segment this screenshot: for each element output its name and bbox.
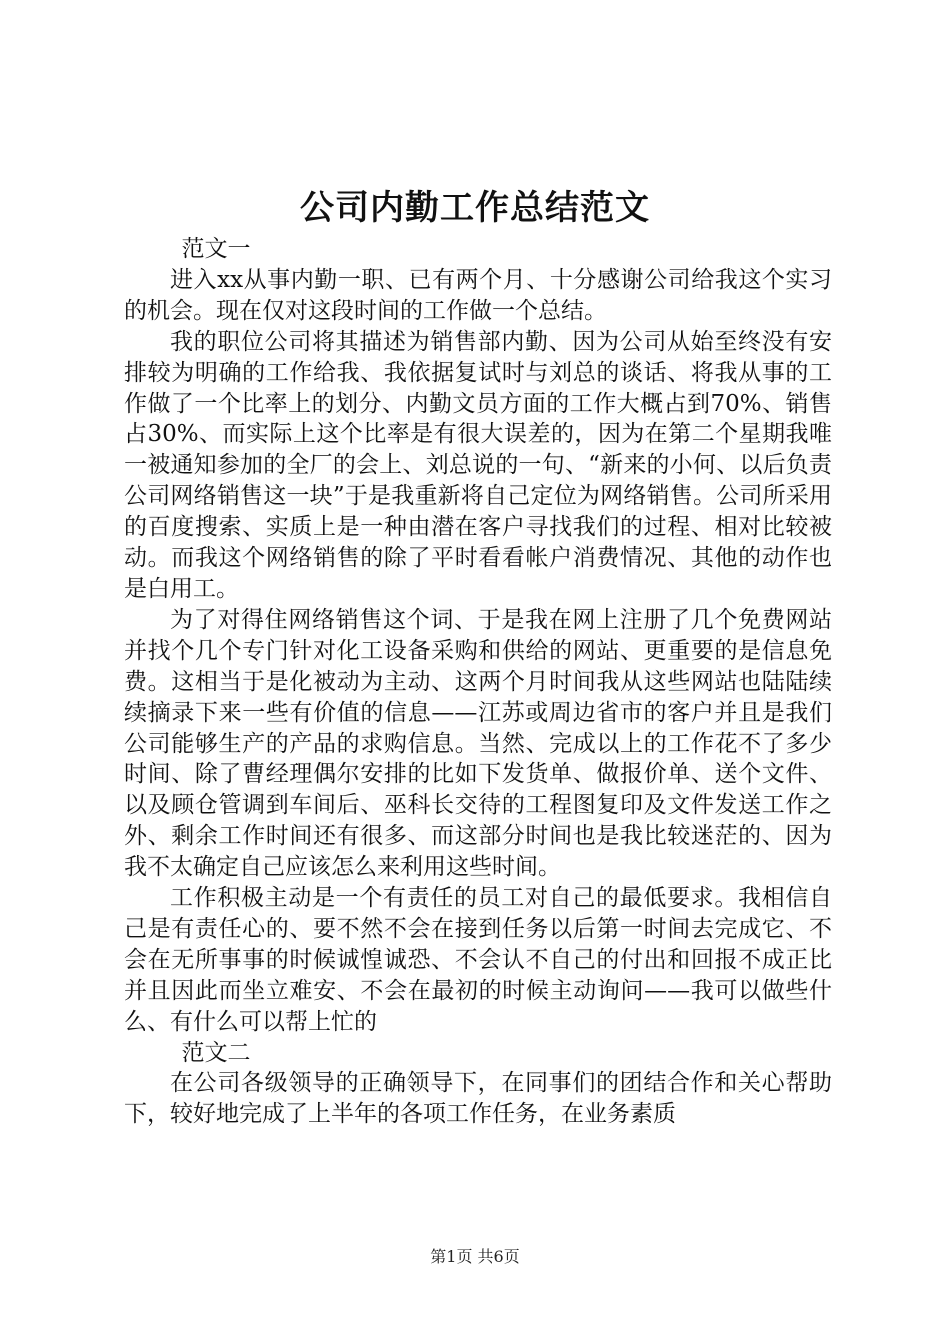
page-number: 第1页 共6页 [430, 1247, 520, 1266]
paragraph: 工作积极主动是一个有责任的员工对自己的最低要求。我相信自己是有责任心的、要不然不会在接到任务以后第一时间去完成它、不会在无所事事的时候诚惶诚恐、不会认不自己的付出和回报不成正比并且因此而坐立难安、不会在最初的时候主动询问——我可以做些什么、有什么可以帮上忙的 [124, 885, 832, 1035]
paragraph: 为了对得住网络销售这个词、于是我在网上注册了几个免费网站并找个几个专门针对化工设备采购和供给的网站、更重要的是信息免费。这相当于是化被动为主动、这两个月时间我从这些网站也陆陆续续摘录下来一些有价值的信息——江苏或周边省市的客户并且是我们公司能够生产的产品的求购信息。当然、完成以上的工作花不了多少时间、除了曹经理偶尔安排的比如下发货单、做报价单、送个文件、以及顾仓管调到车间后、巫科长交待的工程图复印及文件发送工作之外、剩余工作时间还有很多、而这部分时间也是我比较迷茫的、因为我不太确定自己应该怎么来利用这些时间。 [124, 606, 832, 881]
paragraph: 我的职位公司将其描述为销售部内勤、因为公司从始至终没有安排较为明确的工作给我、我依据复试时与刘总的谈话、将我从事的工作做了一个比率上的划分、内勤文员方面的工作大概占到70%、销售占30%、而实际上这个比率是有很大误差的，因为在第二个星期我唯一被通知参加的全厂的会上、刘总说的一句、“新来的小何、以后负责公司网络销售这一块”于是我重新将自己定位为网络销售。公司所采用的百度搜索、实质上是一种由潜在客户寻找我们的过程、相对比较被动。而我这个网络销售的除了平时看看帐户消费情况、其他的动作也是白用工。 [124, 328, 832, 602]
document-body [124, 234, 832, 1130]
section-heading: 范文一 [181, 236, 251, 262]
paragraph: 在公司各级领导的正确领导下，在同事们的团结合作和关心帮助下，较好地完成了上半年的各项工作任务，在业务素质 [124, 1070, 832, 1128]
document-title: 公司内勤工作总结范文 [300, 188, 650, 228]
paragraph: 进入xx从事内勤一职、已有两个月、十分感谢公司给我这个实习的机会。现在仅对这段时间的工作做一个总结。 [124, 266, 832, 324]
section-heading: 范文二 [181, 1039, 251, 1066]
